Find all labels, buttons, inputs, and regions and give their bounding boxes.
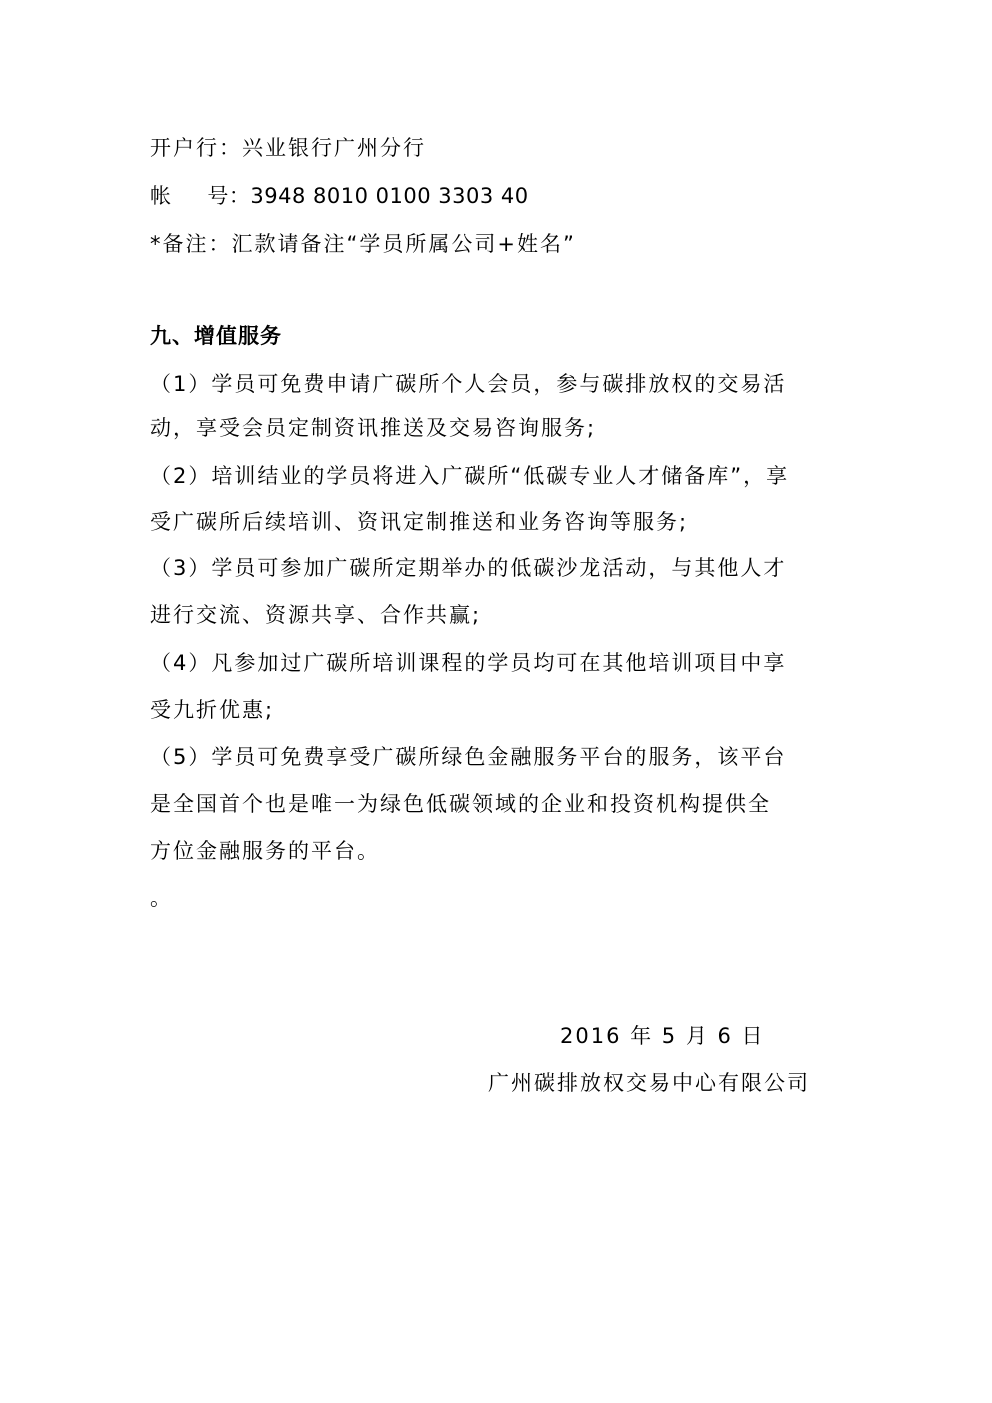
service-line: 受广碳所后续培训、资讯定制推送和业务咨询等服务; <box>150 510 689 534</box>
service-line: （4）凡参加过广碳所培训课程的学员均可在其他培训项目中享 <box>150 651 787 675</box>
service-line: 动，享受会员定制资讯推送及交易咨询服务; <box>150 416 597 440</box>
account-number-line: 帐 号：3948 8010 0100 3303 40 <box>150 184 529 208</box>
service-line: 方位金融服务的平台。 <box>150 839 380 863</box>
service-line: 进行交流、资源共享、合作共赢; <box>150 603 482 627</box>
section-title: 九、增值服务 <box>150 324 282 348</box>
service-line: （2）培训结业的学员将进入广碳所“低碳专业人才储备库”，享 <box>150 464 790 488</box>
service-line: 是全国首个也是唯一为绿色低碳领域的企业和投资机构提供全 <box>150 792 771 816</box>
service-line: （5）学员可免费享受广碳所绿色金融服务平台的服务，该平台 <box>150 745 787 769</box>
trailing-mark: 。 <box>150 886 173 910</box>
signature-org: 广州碳排放权交易中心有限公司 <box>488 1071 810 1095</box>
service-line: 受九折优惠; <box>150 698 275 722</box>
service-line: （3）学员可参加广碳所定期举办的低碳沙龙活动，与其他人才 <box>150 556 787 580</box>
signature-date: 2016 年 5 月 6 日 <box>560 1024 765 1048</box>
bank-name-line: 开户行：兴业银行广州分行 <box>150 136 426 160</box>
service-line: （1）学员可免费申请广碳所个人会员，参与碳排放权的交易活 <box>150 372 787 396</box>
remittance-note-line: *备注：汇款请备注“学员所属公司+姓名” <box>150 232 576 256</box>
